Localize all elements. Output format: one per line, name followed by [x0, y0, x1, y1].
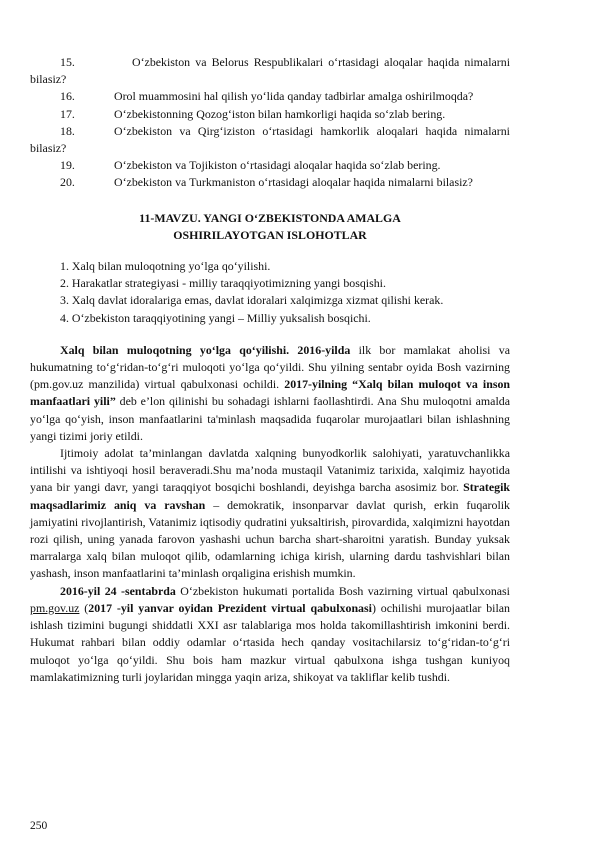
question-list: [30, 54, 510, 192]
question-number: 15.: [60, 55, 75, 69]
body-text: ) ochilishi murojaatlar bilan ishlash tizimini bugungi shiddatli XXI asr talablariga mos holda takomillashtirish imkonini berdi. Hukumat rahbari bilan oddiy odamlar o‘rtasida hech qanday vositachilarsiz to‘g‘ridan-to‘g‘ri muloqot yo‘lga qo‘yildi. Shu bois ham mazkur virtual qabulxona ishga tushgan kuniyoq mamlakatimizning turli joylaridan mingga yaqin ariza, shikoyat va takliflar kelib tushdi.: [30, 600, 510, 684]
question-text: O‘zbekiston va Belorus Respublikalari o‘rtasidagi aloqalar haqida nimalarni bilasiz?: [30, 55, 510, 87]
body-paragraph-1: [30, 342, 510, 445]
body-text: – demokratik, insonparvar davlat qurish, erkin fuqarolik jamiyatini rivojlantirish, Vatanimiz iqtisodiy qudratini yuksaltirish, pirovardida, xalqimizni hayotdan rozi qilish, uning yanada farovon yashashi uchun barcha shart-sharoitni yaratish. Bunday yuksak marralarga xalq bilan muloqot qilib, odamlarning ichiga kirish, ularning dardu tashvishlari bilan yashash, inson manfaatlarini ta’minlash orqaligina erishish mumkin.: [30, 497, 510, 581]
body-text: O‘zbekiston hukumati portalida Bosh vazirning virtual qabulxonasi: [175, 583, 510, 598]
question-item: [30, 88, 510, 105]
question-number: 16.: [60, 89, 75, 104]
page-content: [30, 54, 510, 686]
question-number: 18.: [60, 123, 75, 138]
emphasis-text: 2017-yilning “Xalq bilan muloqot va inson manfaatlari yili”: [30, 377, 510, 409]
emphasis-text: 2016-yil 24 -sentabrda: [60, 583, 176, 598]
question-number: 20.: [60, 175, 75, 190]
emphasis-text: Xalq bilan muloqotning yo‘lga qo‘yilishi. 2016-yilda: [60, 342, 351, 357]
plan-item: 3. Xalq davlat idoralariga emas, davlat idoralari xalqimizga xizmat qilishi kerak.: [60, 293, 444, 308]
emphasis-text: Strategik maqsadlarimiz aniq va ravshan: [30, 480, 510, 512]
plan-item: 2. Harakatlar strategiyasi - milliy taraqqiyotimizning yangi bosqishi.: [60, 276, 386, 291]
plan-item: 1. Xalq bilan muloqotning yo‘lga qo‘yilishi.: [60, 259, 271, 274]
question-item: [30, 106, 510, 123]
body-text: ilk bor mamlakat aholisi va hukumatning to‘g‘ridan-to‘g‘ri muloqoti yo‘lga qo‘yildi. Shu yilning sentabr oyida Bosh vazirning (pm.gov.uz manzilida) virtual qabulxonasi ochildi.: [30, 342, 510, 392]
chapter-heading-line2: OSHIRILAYOTGAN ISLOHOTLAR: [173, 227, 367, 242]
question-text: O‘zbekiston va Tojikiston o‘rtasidagi aloqalar haqida so‘zlab bering.: [114, 158, 441, 173]
question-text: O‘zbekiston va Turkmaniston o‘rtasidagi aloqalar haqida nimalarni bilasiz?: [114, 175, 473, 190]
virtual-reception-link[interactable]: pm.gov.uz: [30, 600, 80, 615]
chapter-heading: [30, 210, 510, 244]
chapter-heading-line1: 11-MAVZU. YANGI O‘ZBEKISTONDA AMALGA: [139, 210, 401, 225]
page-number: 250: [30, 820, 48, 832]
question-item: [30, 157, 510, 174]
topic-plan: [30, 258, 510, 327]
question-text: Orol muammosini hal qilish yo‘lida qanday tadbirlar amalga oshirilmoqda?: [114, 89, 474, 104]
body-paragraph-2: [30, 445, 510, 583]
question-number: 19.: [60, 158, 75, 173]
emphasis-text: 2017 -yil yanvar oyidan Prezident virtual qabulxonasi: [88, 600, 372, 615]
body-paragraph-3: [30, 583, 510, 686]
question-item: [30, 123, 510, 157]
question-item: [30, 174, 510, 191]
question-item: [30, 54, 510, 88]
question-text: O‘zbekistonning Qozog‘iston bilan hamkorligi haqida so‘zlab bering.: [114, 106, 446, 121]
spacer: [30, 327, 510, 342]
body-text: deb e’lon qilinishi bu sohadagi ishlarni faollashtirdi. Ana Shu muloqotni amalda yo‘lga qo‘yish, inson manfaatlarini ta'minlash maqsadida fuqarolar murojaatlari bilan ishlashning yangi tizimi joriy etildi.: [30, 394, 510, 443]
question-number: 17.: [60, 106, 75, 121]
question-text: O‘zbekiston va Qirg‘iziston o‘rtasidagi hamkorlik aloqalari haqida nimalarni bilasiz?: [30, 123, 510, 156]
body-text: Ijtimoiy adolat ta’minlangan davlatda xalqning bunyodkorlik salohiyati, yaratuvchanlikka intilishi va ishtiyoqi hosil beraveradi.Shu ma’noda mustaqil Vatanimiz tarixida, xalqimiz hayotida yana bir yangi davr, yangi taraqqiyot bosqichi boshlandi, deyishga barcha asosimiz bor.: [30, 446, 510, 495]
body-text: (: [79, 600, 89, 615]
plan-item: 4. O‘zbekiston taraqqiyotining yangi – Milliy yuksalish bosqichi.: [60, 310, 371, 325]
